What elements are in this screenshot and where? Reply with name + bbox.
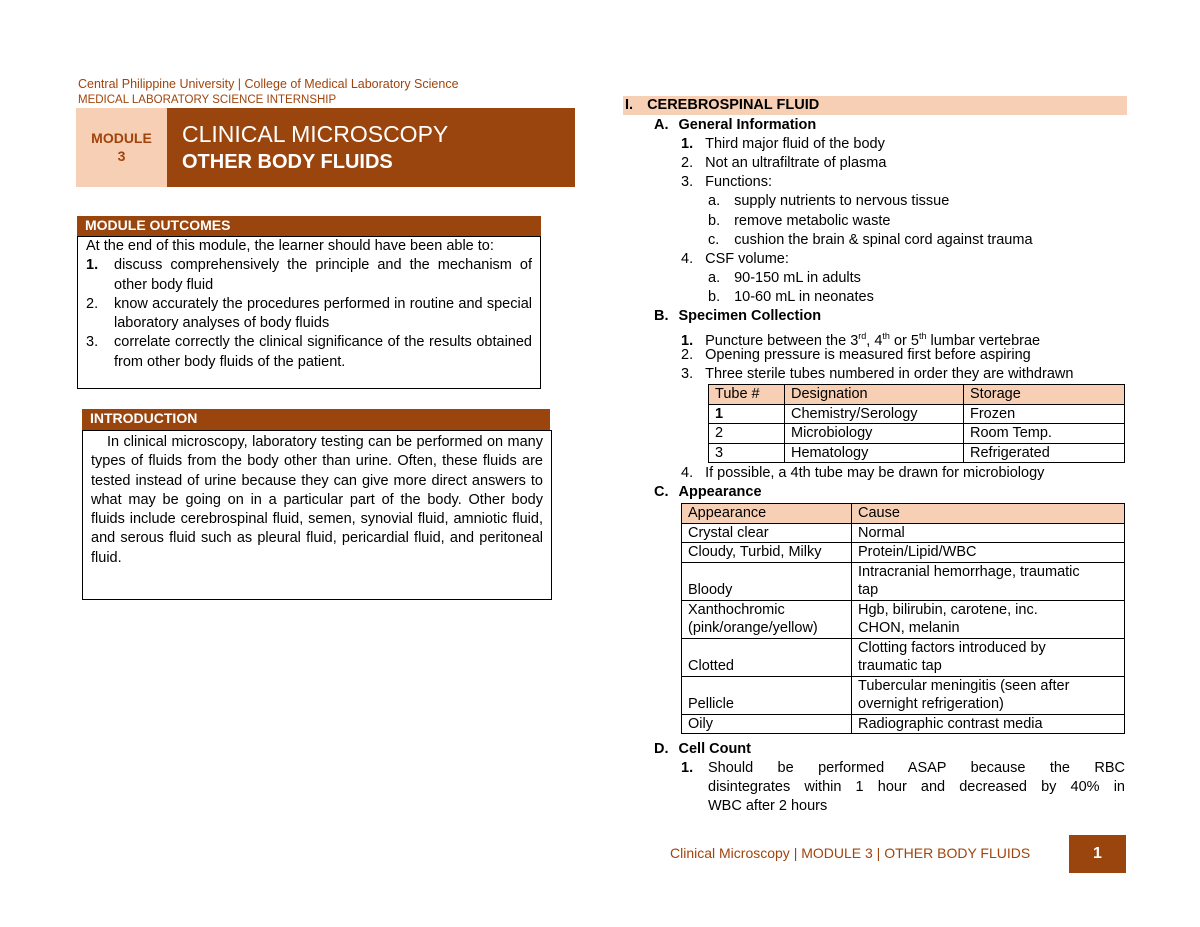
table-header-row — [709, 385, 1125, 405]
table-row — [682, 543, 1125, 563]
list-item-text: supply nutrients to nervous tissue — [734, 193, 950, 209]
superscript: th — [882, 331, 890, 341]
table-header-row — [682, 504, 1125, 524]
list-item-text: Opening pressure is measured first before aspiring — [705, 347, 1031, 363]
table-cell: Microbiology — [785, 424, 964, 444]
list-item: 4. If possible, a 4th tube may be drawn for microbiology — [681, 465, 1045, 481]
module-label: MODULE — [91, 130, 152, 146]
table-row — [682, 714, 1125, 734]
cell-line: Hgb, bilirubin, carotene, inc. — [858, 601, 1038, 618]
list-item-text: Third major fluid of the body — [705, 136, 885, 152]
table-cell: Chemistry/Serology — [785, 404, 964, 424]
table-row — [682, 638, 1125, 676]
list-item: c. cushion the brain & spinal cord against trauma — [708, 232, 1033, 248]
table-cell: Frozen — [964, 404, 1125, 424]
subsection-title: General Information — [678, 117, 817, 133]
cell-line: Intracranial hemorrhage, traumatic — [858, 563, 1080, 580]
list-item: 2. Opening pressure is measured first before aspiring — [681, 347, 1031, 363]
module-title-box — [167, 108, 575, 187]
module-subtitle: OTHER BODY FLUIDS — [182, 151, 393, 173]
tube-table — [708, 384, 1125, 463]
list-item: 3. Functions: — [681, 174, 772, 190]
table-cell — [852, 600, 1125, 638]
table-cell: 3 — [709, 443, 785, 463]
cell-line: (pink/orange/yellow) — [688, 620, 818, 636]
list-item-text: Should be performed ASAP because the RBC — [708, 760, 1125, 776]
module-title: CLINICAL MICROSCOPY — [182, 121, 449, 147]
table-cell: Room Temp. — [964, 424, 1125, 444]
cell-line: Tubercular meningitis (seen after — [858, 677, 1070, 694]
subsection-title: Specimen Collection — [678, 308, 822, 324]
cell-line: tap — [858, 582, 879, 598]
outcomes-box — [77, 236, 541, 389]
list-item: 1. Third major fluid of the body — [681, 136, 885, 152]
list-item-text: 10-60 mL in neonates — [734, 289, 874, 305]
table-header-cell: Storage — [964, 385, 1125, 405]
outcome-item — [86, 256, 532, 295]
page-number: 1 — [1069, 835, 1126, 873]
cell-line: CHON, melanin — [858, 620, 960, 636]
outcomes-intro: At the end of this module, the learner should have been able to: — [86, 238, 494, 254]
introduction-box — [82, 430, 552, 600]
subsection-collection — [654, 307, 821, 326]
table-header-cell: Appearance — [682, 504, 852, 524]
list-item-text: CSF volume: — [705, 251, 789, 267]
list-item-text: lumbar vertebrae — [926, 332, 1041, 349]
list-item: 2. Not an ultrafiltrate of plasma — [681, 155, 887, 171]
list-item: a. 90-150 mL in adults — [708, 270, 861, 286]
subsection-letter: D. — [654, 741, 669, 757]
table-cell — [682, 600, 852, 638]
cell-line: traumatic tap — [858, 658, 942, 674]
subsection-letter: C. — [654, 484, 669, 500]
subsection-letter: A. — [654, 117, 669, 133]
table-row — [709, 424, 1125, 444]
cell-line: Xanthochromic — [688, 601, 785, 618]
outcome-item — [86, 333, 532, 372]
table-cell: Cloudy, Turbid, Milky — [682, 543, 852, 563]
table-cell: Bloody — [682, 562, 852, 600]
outcome-item — [86, 295, 532, 334]
outcome-text: discuss comprehensively the principle and the mechanism of other body fluid — [114, 257, 532, 293]
table-cell: Clotted — [682, 638, 852, 676]
subsection-cellcount — [654, 740, 751, 759]
outcome-number: 1. — [86, 257, 99, 274]
list-item-number: 1. — [681, 760, 694, 776]
table-header-cell: Cause — [852, 504, 1125, 524]
table-cell: Normal — [852, 523, 1125, 543]
introduction-text: In clinical microscopy, laboratory testing can be performed on many types of fluids from the body other than urine. Often, these fluids are tested instead of urine because they can give more direct answers to what may be going on in a particular part of the body. Other body fluids include cerebrospinal fluid, semen, synovial fluid, amniotic fluid, and serous fluid such as pleural fluid, pericardial fluid, and peritoneal fluid. — [91, 434, 543, 566]
superscript: th — [918, 331, 927, 341]
table-cell — [852, 676, 1125, 714]
list-item-text: Three sterile tubes numbered in order they are withdrawn — [705, 366, 1074, 382]
list-item-text: WBC after 2 hours — [708, 798, 828, 814]
list-item: a. supply nutrients to nervous tissue — [708, 193, 950, 209]
table-header-cell: Tube # — [709, 385, 785, 405]
list-item: b. 10-60 mL in neonates — [708, 289, 874, 305]
table-row — [682, 562, 1125, 600]
list-item: 4. CSF volume: — [681, 251, 789, 267]
table-row — [709, 443, 1125, 463]
superscript: rd — [858, 331, 867, 341]
list-item: 1. Puncture between the 3rd, 4th or 5th lumbar vertebrae — [681, 331, 1041, 349]
list-item-text: Not an ultrafiltrate of plasma — [705, 155, 887, 171]
module-number-box — [76, 108, 167, 187]
list-item-text: 90-150 mL in adults — [734, 270, 861, 286]
outcomes-heading: MODULE OUTCOMES — [77, 216, 541, 237]
appearance-table — [681, 503, 1125, 734]
list-item-text: or 5 — [889, 332, 919, 349]
table-row — [682, 676, 1125, 714]
table-row — [682, 600, 1125, 638]
cell-line: Clotting factors introduced by — [858, 639, 1046, 656]
list-item-text: cushion the brain & spinal cord against trauma — [734, 232, 1033, 248]
list-item: b. remove metabolic waste — [708, 213, 891, 229]
program-header: MEDICAL LABORATORY SCIENCE INTERNSHIP — [78, 94, 337, 106]
introduction-heading: INTRODUCTION — [82, 409, 550, 430]
table-cell: Hematology — [785, 443, 964, 463]
table-cell: Crystal clear — [682, 523, 852, 543]
table-cell: 2 — [709, 424, 785, 444]
table-cell: Pellicle — [682, 676, 852, 714]
section-number: I. — [625, 97, 634, 113]
outcome-number: 3. — [86, 334, 99, 351]
subsection-title: Appearance — [678, 484, 762, 500]
table-cell: Refrigerated — [964, 443, 1125, 463]
section-title: CEREBROSPINAL FLUID — [647, 97, 820, 113]
list-item-text: Functions: — [705, 174, 772, 190]
university-header: Central Philippine University | College of Medical Laboratory Science — [78, 77, 459, 91]
table-cell — [852, 638, 1125, 676]
table-cell: 1 — [709, 404, 785, 424]
list-item-text: remove metabolic waste — [734, 213, 891, 229]
subsection-title: Cell Count — [678, 741, 751, 757]
table-cell: Protein/Lipid/WBC — [852, 543, 1125, 563]
subsection-appearance — [654, 483, 762, 502]
table-cell — [852, 562, 1125, 600]
outcome-text: correlate correctly the clinical significance of the results obtained from other body fluids of the patient. — [114, 334, 532, 370]
section-csf-heading — [623, 96, 1127, 115]
list-item-text: If possible, a 4th tube may be drawn for microbiology — [705, 465, 1045, 481]
subsection-letter: B. — [654, 308, 669, 324]
list-item: 3. Three sterile tubes numbered in order they are withdrawn — [681, 366, 1074, 382]
subsection-general — [654, 116, 816, 135]
module-number: 3 — [117, 148, 126, 164]
outcome-text: know accurately the procedures performed in routine and special laboratory analyses of body fluids — [114, 295, 532, 332]
table-row — [709, 404, 1125, 424]
list-item-text: Puncture between the 3 — [705, 332, 859, 349]
table-row — [682, 523, 1125, 543]
footer-text: Clinical Microscopy | MODULE 3 | OTHER BODY FLUIDS — [670, 845, 1031, 861]
table-cell: Radiographic contrast media — [852, 714, 1125, 734]
cell-line: overnight refrigeration) — [858, 696, 1004, 712]
table-cell: Oily — [682, 714, 852, 734]
list-item-text: , 4 — [866, 332, 883, 349]
list-item-text: disintegrates within 1 hour and decreased by 40% in — [708, 779, 1125, 795]
outcome-number: 2. — [86, 295, 99, 312]
table-header-cell: Designation — [785, 385, 964, 405]
